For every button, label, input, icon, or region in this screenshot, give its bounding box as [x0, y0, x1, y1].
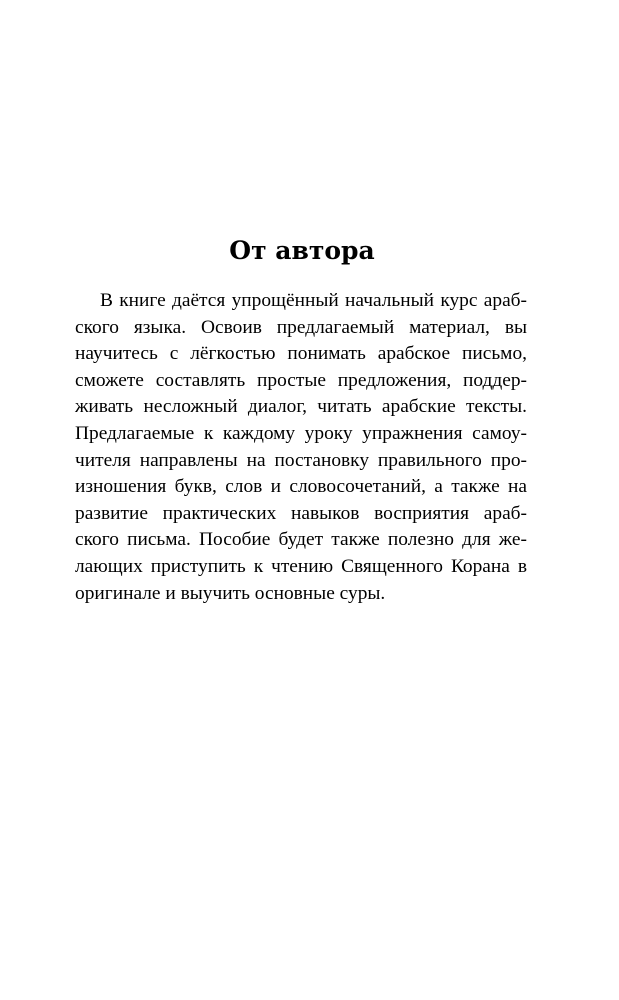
- paragraph-line: В книге даётся упрощённый начальный курс араб-: [100, 290, 527, 311]
- paragraph-line: живать несложный диалог, читать арабские тексты.: [75, 396, 527, 418]
- paragraph-line: сможете составлять простые предложения, поддер-: [75, 369, 527, 391]
- section-heading: От автора: [229, 236, 375, 265]
- paragraph-line: изношения букв, слов и словосочетаний, а также на: [75, 476, 527, 498]
- body-paragraph: [75, 288, 527, 607]
- paragraph-line: научитесь с лёгкостью понимать арабское письмо,: [75, 343, 527, 365]
- paragraph-line: оригинале и выучить основные суры.: [75, 582, 386, 604]
- paragraph-line: ского письма. Пособие будет также полезно для же-: [75, 529, 527, 551]
- paragraph-line: лающих приступить к чтению Священного Корана в: [75, 555, 527, 577]
- paragraph-line: Предлагаемые к каждому уроку упражнения самоу-: [75, 422, 527, 444]
- paragraph-line: ского языка. Освоив предлагаемый материал, вы: [75, 316, 527, 338]
- paragraph-line: чителя направлены на постановку правильного про-: [75, 449, 527, 471]
- paragraph-line: развитие практических навыков восприятия араб-: [75, 502, 527, 524]
